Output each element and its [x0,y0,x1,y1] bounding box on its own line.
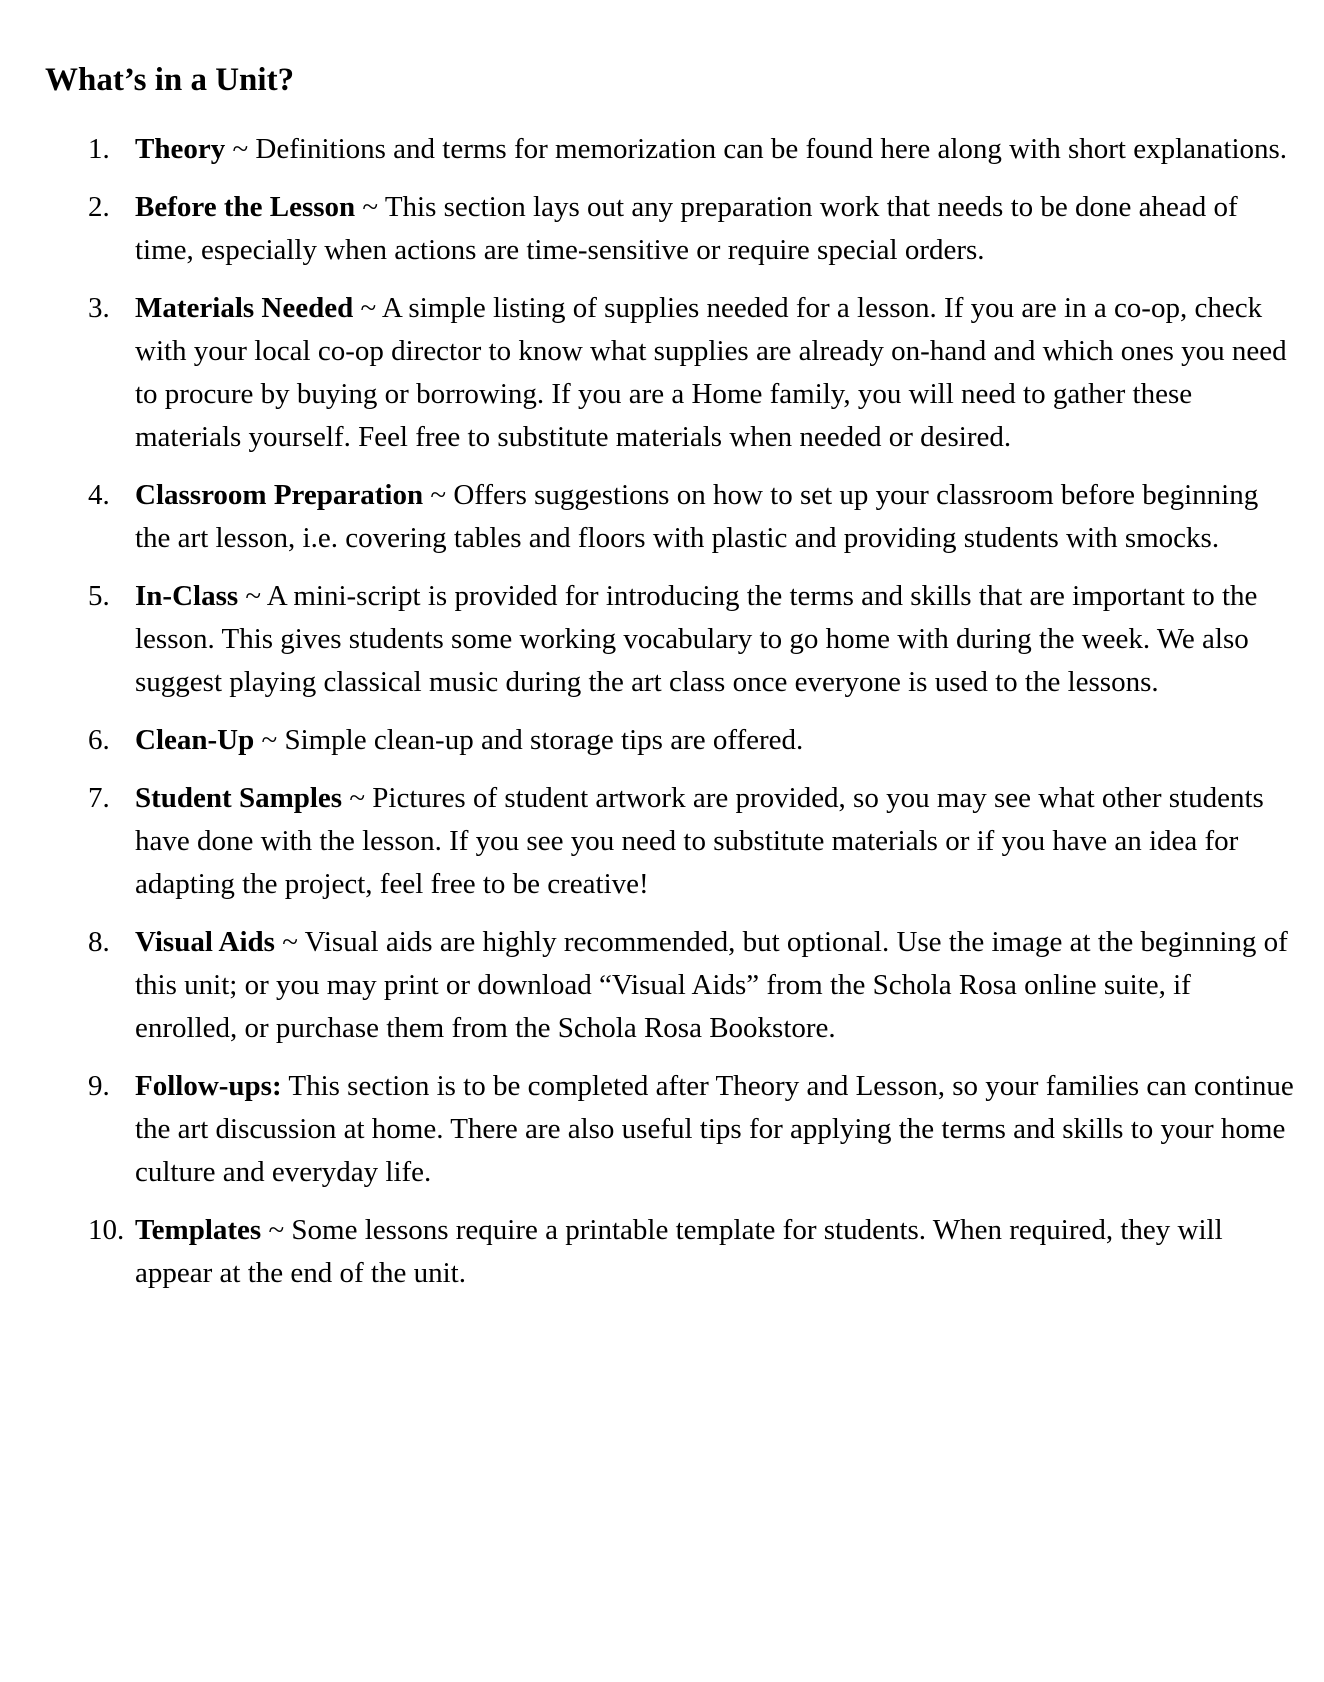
list-item-in-class [0,575,1300,704]
item-separator: ~ [423,479,454,511]
item-separator: ~ [261,1214,292,1246]
item-description: Definitions and terms for memorization can be found here along with short explanations. [255,133,1288,165]
list-item-classroom-preparation [0,474,1300,560]
item-description: This section is to be completed after Theory and Lesson, so your families can continue the art discussion at home. There are also useful tips for applying the terms and skills to your home culture and everyday life. [135,1070,1294,1188]
item-number: 5. [88,580,110,612]
page-title: What’s in a Unit? [45,62,295,98]
item-term: Templates [135,1214,262,1246]
item-description: A simple listing of supplies needed for a lesson. If you are in a co-op, check with your local co-op director to know what supplies are already on-hand and which ones you need to procure by buying or borrowing. If you are a Home family, you will need to gather these materials yourself. Feel free to substitute materials when needed or desired. [135,292,1287,453]
item-number: 7. [88,782,110,814]
item-description: Some lessons require a printable template for students. When required, they will appear at the end of the unit. [135,1214,1223,1289]
item-separator: ~ [274,926,305,958]
item-number: 10. [88,1214,125,1246]
item-number: 3. [88,292,110,324]
item-term: Student Samples [135,782,343,814]
item-number: 4. [88,479,110,511]
item-separator: ~ [238,580,267,612]
item-term: Classroom Preparation [135,479,424,511]
item-number: 6. [88,724,110,756]
list-item-templates [0,1209,1300,1295]
item-number: 9. [88,1070,110,1102]
item-separator: ~ [254,724,285,756]
item-term: Materials Needed [135,292,354,324]
item-description: Visual aids are highly recommended, but optional. Use the image at the beginning of this unit; or you may print or download “Visual Aids” from the Schola Rosa online suite, if enrolled, or purchase them from the Schola Rosa Bookstore. [135,926,1288,1044]
item-term: Follow-ups: [135,1070,282,1102]
item-term: Clean-Up [135,724,255,756]
list-item-before-the-lesson [0,186,1300,272]
item-number: 8. [88,926,110,958]
item-description: A mini-script is provided for introducing the terms and skills that are important to the lesson. This gives students some working vocabulary to go home with during the week. We also suggest playing classical music during the art class once everyone is used to the lessons. [135,580,1258,698]
item-term: Theory [135,133,226,165]
item-separator: ~ [353,292,382,324]
item-term: Before the Lesson [135,191,356,223]
item-term: Visual Aids [135,926,275,958]
item-description: This section lays out any preparation work that needs to be done ahead of time, especially when actions are time-sensitive or require special orders. [135,191,1238,266]
list-item-visual-aids [0,921,1300,1050]
item-description: Simple clean-up and storage tips are offered. [284,724,804,756]
list-item-clean-up [0,719,1300,762]
item-term: In-Class [135,580,239,612]
item-separator: ~ [225,133,256,165]
item-separator: ~ [342,782,373,814]
item-description: Pictures of student artwork are provided, so you may see what other students have done with the lesson. If you see you need to substitute materials or if you have an idea for adapting the project, feel free to be creative! [135,782,1264,900]
list-item-theory [0,128,1300,171]
list-item-follow-ups [0,1065,1300,1194]
item-number: 2. [88,191,110,223]
list-item-student-samples [0,777,1300,906]
item-separator: ~ [355,191,385,223]
item-number: 1. [88,133,110,165]
item-description: Offers suggestions on how to set up your classroom before beginning the art lesson, i.e. covering tables and floors with plastic and providing students with smocks. [135,479,1259,554]
unit-components-list [0,128,1300,1310]
list-item-materials-needed [0,287,1300,459]
